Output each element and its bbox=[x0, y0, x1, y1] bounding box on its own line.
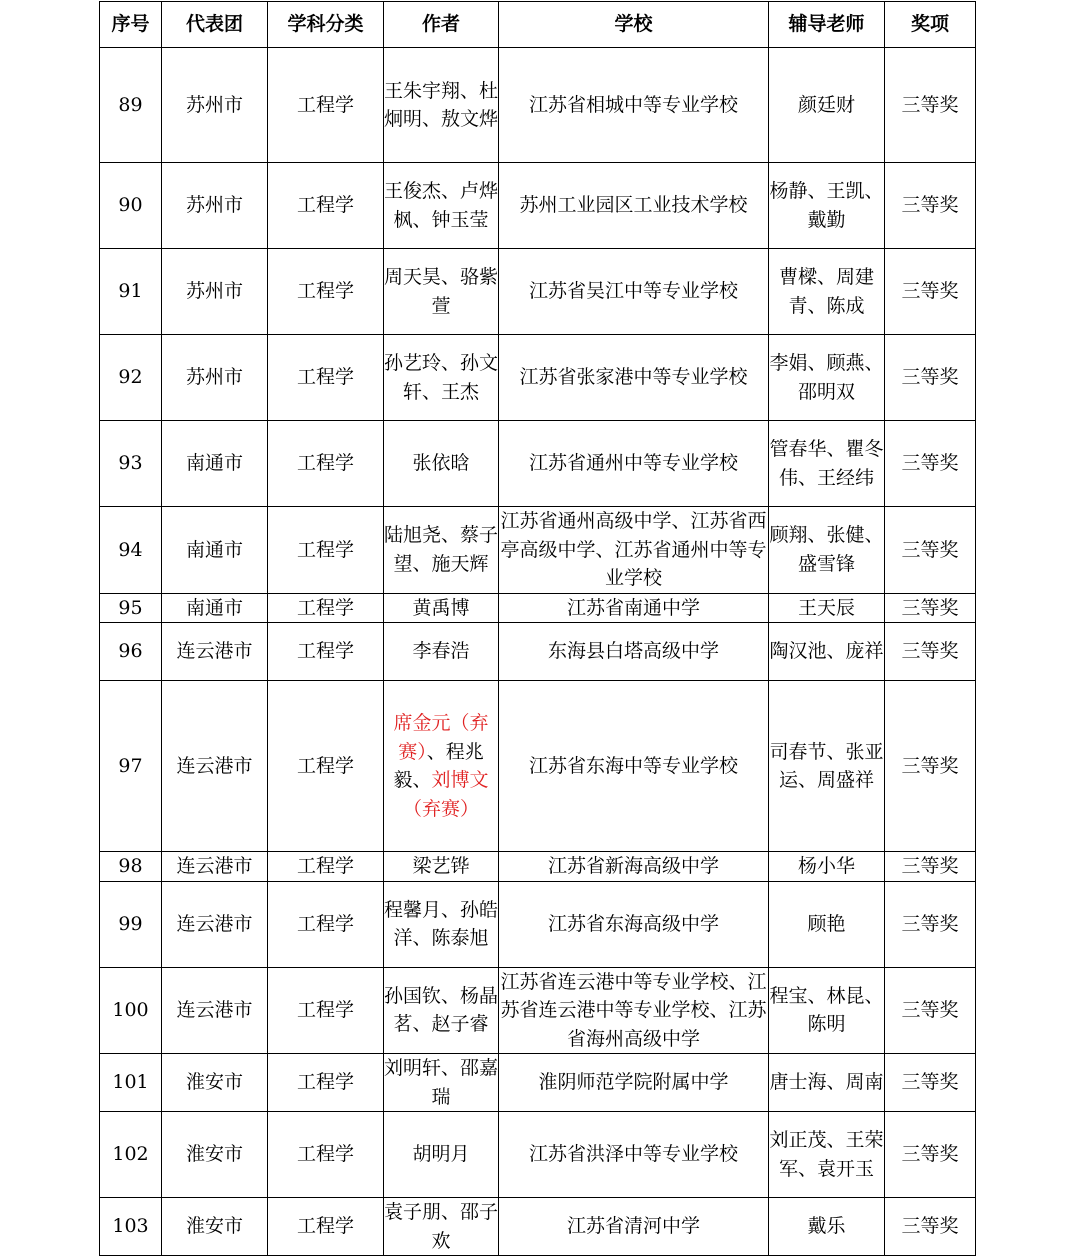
cell-award: 三等奖 bbox=[885, 681, 976, 852]
cell-subject: 工程学 bbox=[268, 507, 384, 594]
table-row bbox=[100, 335, 976, 421]
cell-no: 94 bbox=[100, 507, 162, 594]
cell-no: 89 bbox=[100, 48, 162, 163]
cell-no: 95 bbox=[100, 593, 162, 623]
cell-award: 三等奖 bbox=[885, 852, 976, 882]
cell-subject: 工程学 bbox=[268, 249, 384, 335]
cell-school: 江苏省张家港中等专业学校 bbox=[499, 335, 769, 421]
header-teacher: 辅导老师 bbox=[769, 2, 885, 48]
author-forfeit: 刘博文（弃赛） bbox=[402, 769, 489, 820]
table-row bbox=[100, 593, 976, 623]
cell-author: 孙艺玲、孙文轩、王杰 bbox=[384, 335, 499, 421]
table-row bbox=[100, 623, 976, 681]
cell-school: 江苏省新海高级中学 bbox=[499, 852, 769, 882]
cell-subject: 工程学 bbox=[268, 48, 384, 163]
cell-author: 周天昊、骆紫萱 bbox=[384, 249, 499, 335]
cell-delegation: 苏州市 bbox=[162, 163, 268, 249]
cell-award: 三等奖 bbox=[885, 48, 976, 163]
cell-subject: 工程学 bbox=[268, 593, 384, 623]
cell-subject: 工程学 bbox=[268, 881, 384, 967]
cell-author: 刘明轩、邵嘉瑞 bbox=[384, 1054, 499, 1112]
cell-teacher: 李娟、顾燕、邵明双 bbox=[769, 335, 885, 421]
header-school: 学校 bbox=[499, 2, 769, 48]
awards-table bbox=[99, 1, 976, 1256]
cell-school: 江苏省东海中等专业学校 bbox=[499, 681, 769, 852]
cell-delegation: 连云港市 bbox=[162, 681, 268, 852]
header-no: 序号 bbox=[100, 2, 162, 48]
cell-author: 袁子朋、邵子欢 bbox=[384, 1198, 499, 1256]
cell-teacher: 杨静、王凯、戴勤 bbox=[769, 163, 885, 249]
cell-no: 102 bbox=[100, 1112, 162, 1198]
cell-subject: 工程学 bbox=[268, 967, 384, 1054]
cell-teacher: 顾艳 bbox=[769, 881, 885, 967]
cell-delegation: 淮安市 bbox=[162, 1112, 268, 1198]
cell-no: 92 bbox=[100, 335, 162, 421]
cell-school: 江苏省东海高级中学 bbox=[499, 881, 769, 967]
cell-school: 江苏省南通中学 bbox=[499, 593, 769, 623]
cell-award: 三等奖 bbox=[885, 593, 976, 623]
cell-school: 江苏省通州中等专业学校 bbox=[499, 421, 769, 507]
cell-subject: 工程学 bbox=[268, 1112, 384, 1198]
cell-author: 梁艺铧 bbox=[384, 852, 499, 882]
cell-no: 96 bbox=[100, 623, 162, 681]
table-row bbox=[100, 967, 976, 1054]
header-award: 奖项 bbox=[885, 2, 976, 48]
header-subject: 学科分类 bbox=[268, 2, 384, 48]
cell-award: 三等奖 bbox=[885, 421, 976, 507]
cell-teacher: 刘正茂、王荣军、袁开玉 bbox=[769, 1112, 885, 1198]
cell-school: 江苏省吴江中等专业学校 bbox=[499, 249, 769, 335]
cell-delegation: 苏州市 bbox=[162, 48, 268, 163]
cell-no: 97 bbox=[100, 681, 162, 852]
cell-school: 东海县白塔高级中学 bbox=[499, 623, 769, 681]
cell-school: 江苏省洪泽中等专业学校 bbox=[499, 1112, 769, 1198]
cell-delegation: 淮安市 bbox=[162, 1198, 268, 1256]
cell-subject: 工程学 bbox=[268, 335, 384, 421]
cell-award: 三等奖 bbox=[885, 1112, 976, 1198]
cell-no: 101 bbox=[100, 1054, 162, 1112]
table-row bbox=[100, 48, 976, 163]
cell-teacher: 顾翔、张健、盛雪锋 bbox=[769, 507, 885, 594]
cell-school: 江苏省清河中学 bbox=[499, 1198, 769, 1256]
cell-no: 103 bbox=[100, 1198, 162, 1256]
cell-delegation: 南通市 bbox=[162, 507, 268, 594]
cell-teacher: 程宝、林昆、陈明 bbox=[769, 967, 885, 1054]
cell-delegation: 南通市 bbox=[162, 421, 268, 507]
cell-author: 程馨月、孙皓洋、陈泰旭 bbox=[384, 881, 499, 967]
header-row bbox=[100, 2, 976, 48]
header-author: 作者 bbox=[384, 2, 499, 48]
cell-author: 胡明月 bbox=[384, 1112, 499, 1198]
cell-award: 三等奖 bbox=[885, 967, 976, 1054]
cell-school: 江苏省连云港中等专业学校、江苏省连云港中等专业学校、江苏省海州高级中学 bbox=[499, 967, 769, 1054]
cell-no: 93 bbox=[100, 421, 162, 507]
author-normal: 、程兆毅、 bbox=[393, 740, 484, 791]
cell-delegation: 苏州市 bbox=[162, 249, 268, 335]
cell-subject: 工程学 bbox=[268, 681, 384, 852]
cell-delegation: 连云港市 bbox=[162, 623, 268, 681]
table-row bbox=[100, 852, 976, 882]
cell-author: 王俊杰、卢烨枫、钟玉莹 bbox=[384, 163, 499, 249]
table-row bbox=[100, 881, 976, 967]
table-row bbox=[100, 421, 976, 507]
cell-award: 三等奖 bbox=[885, 163, 976, 249]
cell-subject: 工程学 bbox=[268, 421, 384, 507]
cell-teacher: 王天辰 bbox=[769, 593, 885, 623]
cell-delegation: 南通市 bbox=[162, 593, 268, 623]
table-row bbox=[100, 1054, 976, 1112]
cell-subject: 工程学 bbox=[268, 1054, 384, 1112]
table-row bbox=[100, 163, 976, 249]
cell-no: 98 bbox=[100, 852, 162, 882]
cell-teacher: 曹樑、周建青、陈成 bbox=[769, 249, 885, 335]
cell-teacher: 戴乐 bbox=[769, 1198, 885, 1256]
cell-teacher: 唐士海、周南 bbox=[769, 1054, 885, 1112]
table-row bbox=[100, 1198, 976, 1256]
cell-author: 李春浩 bbox=[384, 623, 499, 681]
cell-teacher: 司春节、张亚运、周盛祥 bbox=[769, 681, 885, 852]
cell-delegation: 连云港市 bbox=[162, 881, 268, 967]
cell-teacher: 杨小华 bbox=[769, 852, 885, 882]
cell-author bbox=[384, 681, 499, 852]
cell-teacher: 管春华、瞿冬伟、王经纬 bbox=[769, 421, 885, 507]
cell-subject: 工程学 bbox=[268, 852, 384, 882]
cell-author: 陆旭尧、蔡子望、施天辉 bbox=[384, 507, 499, 594]
cell-author: 孙国钦、杨晶茗、赵子睿 bbox=[384, 967, 499, 1054]
cell-subject: 工程学 bbox=[268, 163, 384, 249]
cell-delegation: 连云港市 bbox=[162, 852, 268, 882]
cell-award: 三等奖 bbox=[885, 335, 976, 421]
cell-teacher: 陶汉池、庞祥 bbox=[769, 623, 885, 681]
cell-award: 三等奖 bbox=[885, 249, 976, 335]
cell-author: 王朱宇翔、杜炯明、敖文烨 bbox=[384, 48, 499, 163]
cell-author: 黄禹博 bbox=[384, 593, 499, 623]
cell-school: 江苏省相城中等专业学校 bbox=[499, 48, 769, 163]
author-forfeit: 席金元（弃赛） bbox=[393, 712, 489, 763]
cell-no: 90 bbox=[100, 163, 162, 249]
table-row bbox=[100, 507, 976, 594]
table-row bbox=[100, 249, 976, 335]
cell-no: 99 bbox=[100, 881, 162, 967]
cell-school: 苏州工业园区工业技术学校 bbox=[499, 163, 769, 249]
cell-no: 100 bbox=[100, 967, 162, 1054]
cell-subject: 工程学 bbox=[268, 623, 384, 681]
cell-award: 三等奖 bbox=[885, 1198, 976, 1256]
header-delegation: 代表团 bbox=[162, 2, 268, 48]
cell-delegation: 淮安市 bbox=[162, 1054, 268, 1112]
cell-award: 三等奖 bbox=[885, 881, 976, 967]
cell-delegation: 苏州市 bbox=[162, 335, 268, 421]
cell-school: 江苏省通州高级中学、江苏省西亭高级中学、江苏省通州中等专业学校 bbox=[499, 507, 769, 594]
cell-award: 三等奖 bbox=[885, 1054, 976, 1112]
table-row bbox=[100, 1112, 976, 1198]
cell-award: 三等奖 bbox=[885, 623, 976, 681]
table-row bbox=[100, 681, 976, 852]
cell-school: 淮阴师范学院附属中学 bbox=[499, 1054, 769, 1112]
cell-subject: 工程学 bbox=[268, 1198, 384, 1256]
cell-delegation: 连云港市 bbox=[162, 967, 268, 1054]
cell-award: 三等奖 bbox=[885, 507, 976, 594]
cell-teacher: 颜廷财 bbox=[769, 48, 885, 163]
cell-author: 张依晗 bbox=[384, 421, 499, 507]
cell-no: 91 bbox=[100, 249, 162, 335]
